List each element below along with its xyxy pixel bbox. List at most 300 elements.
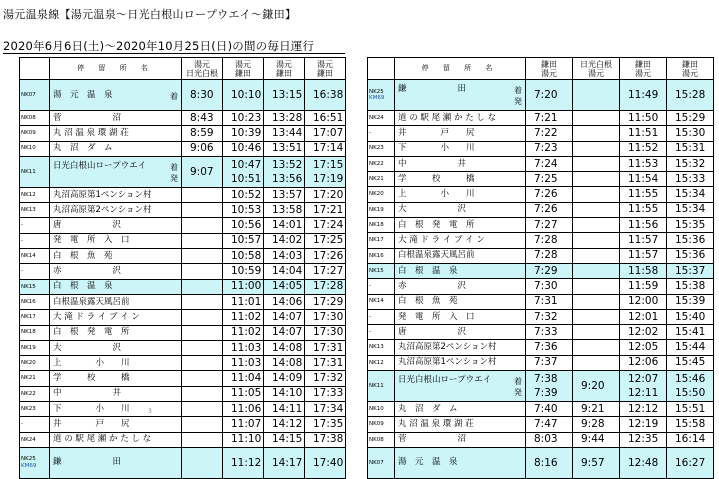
departure-time: 14:07	[264, 325, 305, 340]
stop-name-text: 菅 沼	[398, 434, 467, 445]
departure-time: 10:52	[223, 187, 264, 202]
table-row	[20, 264, 346, 279]
departure-time	[182, 386, 223, 401]
departure-time	[182, 249, 223, 264]
stop-code-primary: NK25	[21, 456, 36, 463]
departure-time	[667, 80, 714, 111]
stop-code	[368, 294, 395, 309]
stop-code	[20, 356, 50, 371]
stop-name	[395, 371, 526, 402]
departure-time	[182, 203, 223, 218]
trip-header	[182, 58, 223, 80]
stop-code-primary: NK24	[21, 436, 36, 443]
stop-code-primary: -	[369, 313, 371, 320]
stop-code-primary: NK18	[369, 221, 384, 228]
departure-time: 14:11	[264, 402, 305, 417]
stop-code	[20, 310, 50, 325]
stop-code	[368, 325, 395, 340]
stop-code	[368, 447, 395, 478]
stop-name-text: 鎌 田	[53, 457, 122, 468]
table-row	[368, 248, 714, 263]
departure-time: 11:06	[223, 402, 264, 417]
departure-time: 7:36	[526, 340, 573, 355]
departure-time: 9:06	[182, 141, 223, 156]
time-line: 13:56	[272, 172, 303, 185]
stop-code	[368, 141, 395, 156]
departure-time: 11:07	[223, 417, 264, 432]
departure-time: 11:02	[223, 325, 264, 340]
departure-time: 11:59	[620, 279, 667, 294]
departure-time	[182, 233, 223, 248]
stop-code	[368, 172, 395, 187]
table-row	[368, 294, 714, 309]
time-line: 15:28	[675, 89, 706, 101]
table-row	[368, 325, 714, 340]
trip-header-line: 鎌田	[541, 59, 557, 69]
stop-code	[20, 386, 50, 401]
stop-code	[20, 447, 50, 478]
stop-name-text: 白根温泉露天風呂前	[398, 250, 475, 261]
departure-time	[573, 187, 620, 202]
code-header	[368, 58, 395, 80]
stop-name	[395, 340, 526, 355]
departure-time: 12:02	[620, 325, 667, 340]
period-underline	[3, 53, 345, 54]
stop-name	[50, 340, 182, 355]
departure-time: 7:31	[526, 294, 573, 309]
departure-time	[573, 233, 620, 248]
stop-name-text: 中 井	[398, 158, 467, 169]
stop-code-primary: NK07	[21, 91, 36, 98]
departure-time: 11:50	[620, 111, 667, 126]
stop-code-primary: NK21	[369, 176, 384, 183]
trip-header-line: 日光白根	[186, 68, 218, 78]
time-line: 16:27	[675, 456, 706, 469]
table-row	[20, 187, 346, 202]
stop-name-text: 日光白根山ロープウエイ	[53, 160, 147, 171]
departure-time: 11:54	[620, 172, 667, 187]
departure-time: 17:30	[305, 310, 346, 325]
stop-name-text: 菅 沼	[53, 112, 122, 123]
trip-header-line: 湯元	[635, 68, 651, 78]
departure-time: 13:28	[264, 111, 305, 126]
departure-time: 17:38	[305, 432, 346, 447]
departure-time: 10:53	[223, 203, 264, 218]
stop-name-text: 鎌 田	[398, 84, 467, 94]
departure-time: 17:07	[305, 126, 346, 141]
table-row	[368, 279, 714, 294]
departure-time	[182, 432, 223, 447]
stop-name-text: 発 電 所 入 口	[398, 311, 475, 322]
stop-name	[395, 402, 526, 417]
stop-code	[368, 417, 395, 432]
table-row	[20, 141, 346, 156]
departure-time: 17:30	[305, 325, 346, 340]
departure-time	[573, 248, 620, 263]
departure-time	[573, 279, 620, 294]
stop-code-primary: NK09	[21, 130, 36, 137]
stop-code-primary: NK20	[21, 360, 36, 367]
trip-header-line: 湯元	[588, 68, 604, 78]
stop-name-text: 中 井	[53, 388, 122, 399]
departure-time: 17:29	[305, 294, 346, 309]
time-line: 15:46	[675, 373, 706, 386]
stop-code-primary: NK11	[21, 168, 36, 175]
stop-code	[368, 279, 395, 294]
stop-code	[20, 371, 50, 386]
departure-time: 11:51	[620, 126, 667, 141]
stop-name-text: 唐 沢	[53, 220, 122, 231]
departure-time: 9:28	[573, 417, 620, 432]
stop-name	[395, 355, 526, 370]
stop-name	[50, 233, 182, 248]
departure-time: 13:51	[264, 141, 305, 156]
stop-name	[50, 279, 182, 294]
trip-header-line: 湯元	[235, 59, 251, 69]
departure-time: 15:35	[667, 218, 714, 233]
departure-time	[620, 371, 667, 402]
departure-time: 11:00	[223, 279, 264, 294]
departure-time	[620, 80, 667, 111]
stop-code	[368, 402, 395, 417]
departure-time: 10:23	[223, 111, 264, 126]
trip-header	[264, 58, 305, 80]
table-row	[368, 417, 714, 432]
stop-code	[20, 340, 50, 355]
time-line: 8:16	[534, 456, 558, 469]
table-row	[368, 172, 714, 187]
stop-code	[368, 80, 395, 111]
departure-time	[182, 156, 223, 187]
departure-time	[182, 402, 223, 417]
stop-code-primary: NK13	[369, 344, 384, 351]
departure-time	[573, 126, 620, 141]
departure-time	[305, 80, 346, 111]
table-row	[20, 432, 346, 447]
trip-header	[305, 58, 346, 80]
departure-time: 17:32	[305, 371, 346, 386]
stop-name-text: 丸沼高原第1ペンション村	[398, 357, 497, 368]
departure-time: 14:15	[264, 432, 305, 447]
stop-code-primary: -	[369, 283, 371, 290]
departure-time: 13:44	[264, 126, 305, 141]
departure-time	[182, 279, 223, 294]
table-row	[368, 402, 714, 417]
departure-time: 16:51	[305, 111, 346, 126]
departure-time: 14:04	[264, 264, 305, 279]
stop-name-text: 湯 元 温 泉	[53, 89, 113, 100]
stop-code	[20, 126, 50, 141]
departure-time: 7:30	[526, 279, 573, 294]
stop-name-text: 丸 沼 温 泉 環 湖 荘	[53, 127, 129, 138]
time-line: 9:20	[581, 380, 605, 393]
time-line: 10:47	[231, 158, 262, 171]
departure-time: 7:27	[526, 218, 573, 233]
stop-code-primary: NK22	[21, 390, 36, 397]
stop-name-text: 大 沢	[398, 204, 467, 215]
departure-time	[182, 371, 223, 386]
stop-name-text: 丸 沼 温 泉 環 湖 荘	[398, 418, 474, 429]
departure-time: 14:12	[264, 417, 305, 432]
stop-name	[395, 172, 526, 187]
departure-time	[573, 355, 620, 370]
departure-time: 7:24	[526, 156, 573, 171]
departure-time: 14:06	[264, 294, 305, 309]
departure-time: 12:01	[620, 309, 667, 324]
departure-time: 14:10	[264, 386, 305, 401]
table-row	[368, 202, 714, 217]
stop-name-text: 白 根 発 電 所	[53, 327, 130, 338]
time-line: 10:10	[231, 89, 262, 101]
departure-time: 17:26	[305, 249, 346, 264]
stop-name	[395, 294, 526, 309]
time-line: 17:15	[313, 158, 344, 171]
departure-time: 11:04	[223, 371, 264, 386]
stop-name	[395, 156, 526, 171]
departure-time	[573, 325, 620, 340]
stop-name	[50, 111, 182, 126]
stop-code-primary: NK12	[21, 191, 36, 198]
departure-time: 7:40	[526, 402, 573, 417]
departure-time: 7:28	[526, 248, 573, 263]
trip-header	[526, 58, 573, 80]
table-row	[368, 432, 714, 447]
departure-time: 15:37	[667, 263, 714, 278]
departure-time	[573, 218, 620, 233]
table-row	[368, 340, 714, 355]
table-row	[20, 80, 346, 111]
departure-time: 14:08	[264, 340, 305, 355]
table-row	[20, 111, 346, 126]
departure-time: 11:02	[223, 310, 264, 325]
departure-time	[223, 80, 264, 111]
departure-time	[182, 187, 223, 202]
stop-name	[395, 248, 526, 263]
departure-time: 15:34	[667, 202, 714, 217]
departure-time	[182, 218, 223, 233]
departure-time: 15:51	[667, 402, 714, 417]
stop-name-text: 白 根 温 泉	[398, 265, 458, 276]
time-line: 9:57	[581, 456, 605, 469]
table-row	[20, 294, 346, 309]
departure-time	[573, 447, 620, 478]
stop-name	[50, 187, 182, 202]
departure-time: 15:30	[667, 126, 714, 141]
time-line: 16:38	[313, 89, 344, 101]
stop-name-header: 停 留 所 名	[395, 58, 526, 80]
departure-time	[305, 156, 346, 187]
departure-time: 11:56	[620, 218, 667, 233]
stop-name	[395, 233, 526, 248]
table-row	[20, 417, 346, 432]
departure-time	[573, 309, 620, 324]
stop-code-primary: NK25	[369, 88, 384, 95]
departure-time: 11:03	[223, 356, 264, 371]
departure-time	[182, 310, 223, 325]
departure-time: 17:35	[305, 417, 346, 432]
departure-time: 11:53	[620, 156, 667, 171]
stop-code	[20, 432, 50, 447]
stop-code-primary: -	[369, 130, 371, 137]
departure-time: 16:14	[667, 432, 714, 447]
stop-name-text: 井 戸 尻	[53, 418, 130, 429]
code-header	[20, 58, 50, 80]
stop-code	[20, 80, 50, 111]
stop-code-primary: NK22	[369, 160, 384, 167]
stop-code	[368, 340, 395, 355]
stop-code-primary: -	[21, 237, 23, 244]
trip-header-line: 鎌田	[276, 68, 292, 78]
trip-header-line: 日光白根	[580, 59, 612, 69]
departure-time	[182, 356, 223, 371]
stop-code-primary: NK24	[369, 114, 384, 121]
departure-time	[182, 80, 223, 111]
stop-code	[20, 249, 50, 264]
table-row	[368, 218, 714, 233]
departure-time: 10:58	[223, 249, 264, 264]
stop-code	[368, 371, 395, 402]
trip-header-line: 湯元	[194, 59, 210, 69]
time-line: 17:19	[313, 172, 344, 185]
table-row	[368, 233, 714, 248]
stop-name-text: 道 の 駅 尾 瀬 か た し な	[53, 434, 152, 445]
departure-time	[573, 202, 620, 217]
stop-code-primary: NK14	[369, 298, 384, 305]
stop-name	[395, 187, 526, 202]
stop-name-text: 白 根 温 泉	[53, 281, 113, 292]
stop-code	[20, 233, 50, 248]
departure-time: 17:14	[305, 141, 346, 156]
stop-name-text: 日光白根山ロープウエイ	[398, 375, 492, 386]
time-line: 17:40	[313, 456, 344, 469]
departure-time: 15:44	[667, 340, 714, 355]
time-line: 13:52	[272, 158, 303, 171]
trip-header-line: 鎌田	[235, 68, 251, 78]
departure-time: 17:34	[305, 402, 346, 417]
stop-name-text: 白 根 発 電 所	[398, 219, 475, 230]
departure-time: 7:25	[526, 172, 573, 187]
table-row	[368, 111, 714, 126]
departure-time: 15:36	[667, 248, 714, 263]
departure-time: 17:24	[305, 218, 346, 233]
departure-time: 11:03	[223, 340, 264, 355]
departure-time: 11:57	[620, 233, 667, 248]
stop-code-primary: NK21	[21, 375, 36, 382]
departure-time	[573, 263, 620, 278]
stop-name-text: 白根温泉露天風呂前	[53, 296, 130, 307]
departure-time	[573, 111, 620, 126]
departure-time: 8:03	[526, 432, 573, 447]
stop-name-text: 赤 沢	[398, 280, 467, 291]
departure-time: 10:56	[223, 218, 264, 233]
departure-time: 7:47	[526, 417, 573, 432]
departure-time	[573, 172, 620, 187]
departure-time	[573, 141, 620, 156]
stop-code-primary: NK16	[21, 298, 36, 305]
departure-time: 17:20	[305, 187, 346, 202]
time-line: 7:38	[534, 373, 558, 386]
stop-code	[20, 264, 50, 279]
stop-name	[395, 417, 526, 432]
trip-header-line: 湯元	[682, 68, 698, 78]
departure-time: 9:21	[573, 402, 620, 417]
stop-name-text: 大 沢	[53, 342, 122, 353]
stop-name-text: 学 校 橋	[53, 373, 130, 384]
departure-time	[223, 156, 264, 187]
trip-header	[223, 58, 264, 80]
stop-name	[50, 156, 182, 187]
stop-code-primary: NK17	[369, 237, 384, 244]
stop-name	[395, 309, 526, 324]
departure-time: 13:57	[264, 187, 305, 202]
stop-code-primary: NK15	[21, 283, 36, 290]
table-row	[20, 325, 346, 340]
table-row	[20, 126, 346, 141]
stop-code	[368, 233, 395, 248]
table-row	[20, 233, 346, 248]
departure-time: 14:01	[264, 218, 305, 233]
time-line: 11:49	[628, 89, 659, 101]
stop-code-primary: NK10	[369, 405, 384, 412]
stop-code	[368, 355, 395, 370]
departure-time: 11:10	[223, 432, 264, 447]
departure-time: 17:27	[305, 264, 346, 279]
table-row	[20, 386, 346, 401]
stop-code-primary: NK07	[369, 459, 384, 466]
stop-code-primary: NK17	[21, 314, 36, 321]
table-row	[20, 279, 346, 294]
stop-name	[50, 264, 182, 279]
table-row	[368, 309, 714, 324]
stop-name-text: 発 電 所 入 口	[53, 235, 130, 246]
departure-time: 10:57	[223, 233, 264, 248]
departure-time: 14:05	[264, 279, 305, 294]
arrive-depart-mark: 着	[170, 91, 178, 101]
table-row	[368, 355, 714, 370]
departure-time	[182, 340, 223, 355]
departure-time	[526, 371, 573, 402]
stop-name	[395, 202, 526, 217]
stop-code-primary: NK20	[369, 191, 384, 198]
departure-time: 7:26	[526, 187, 573, 202]
departure-time: 14:07	[264, 310, 305, 325]
departure-time: 17:31	[305, 356, 346, 371]
stop-code-primary: NK23	[369, 145, 384, 152]
departure-time	[573, 340, 620, 355]
time-line: 12:07	[628, 373, 659, 386]
stop-code-primary: NK19	[369, 206, 384, 213]
stop-name-text: 大 滝 ド ラ イ ブ イ ン	[398, 235, 485, 246]
stop-code	[368, 156, 395, 171]
stop-name-text: 白 根 魚 苑	[398, 296, 458, 307]
departure-time: 17:28	[305, 279, 346, 294]
stop-code-primary: NK08	[369, 436, 384, 443]
departure-time	[264, 80, 305, 111]
stop-code-primary: NK16	[369, 252, 384, 259]
departure-time	[667, 447, 714, 478]
departure-time: 17:21	[305, 203, 346, 218]
stop-code-primary: NK13	[21, 207, 36, 214]
trip-header-line: 湯元	[317, 59, 333, 69]
departure-time	[573, 80, 620, 111]
departure-time	[182, 264, 223, 279]
departure-time: 14:09	[264, 371, 305, 386]
departure-time: 15:41	[667, 325, 714, 340]
departure-time	[264, 447, 305, 478]
stop-code-primary: -	[21, 421, 23, 428]
stop-name-text: 道 の 駅 尾 瀬 か た し な	[398, 112, 497, 123]
arrive-depart-mark: 着発	[514, 86, 522, 106]
